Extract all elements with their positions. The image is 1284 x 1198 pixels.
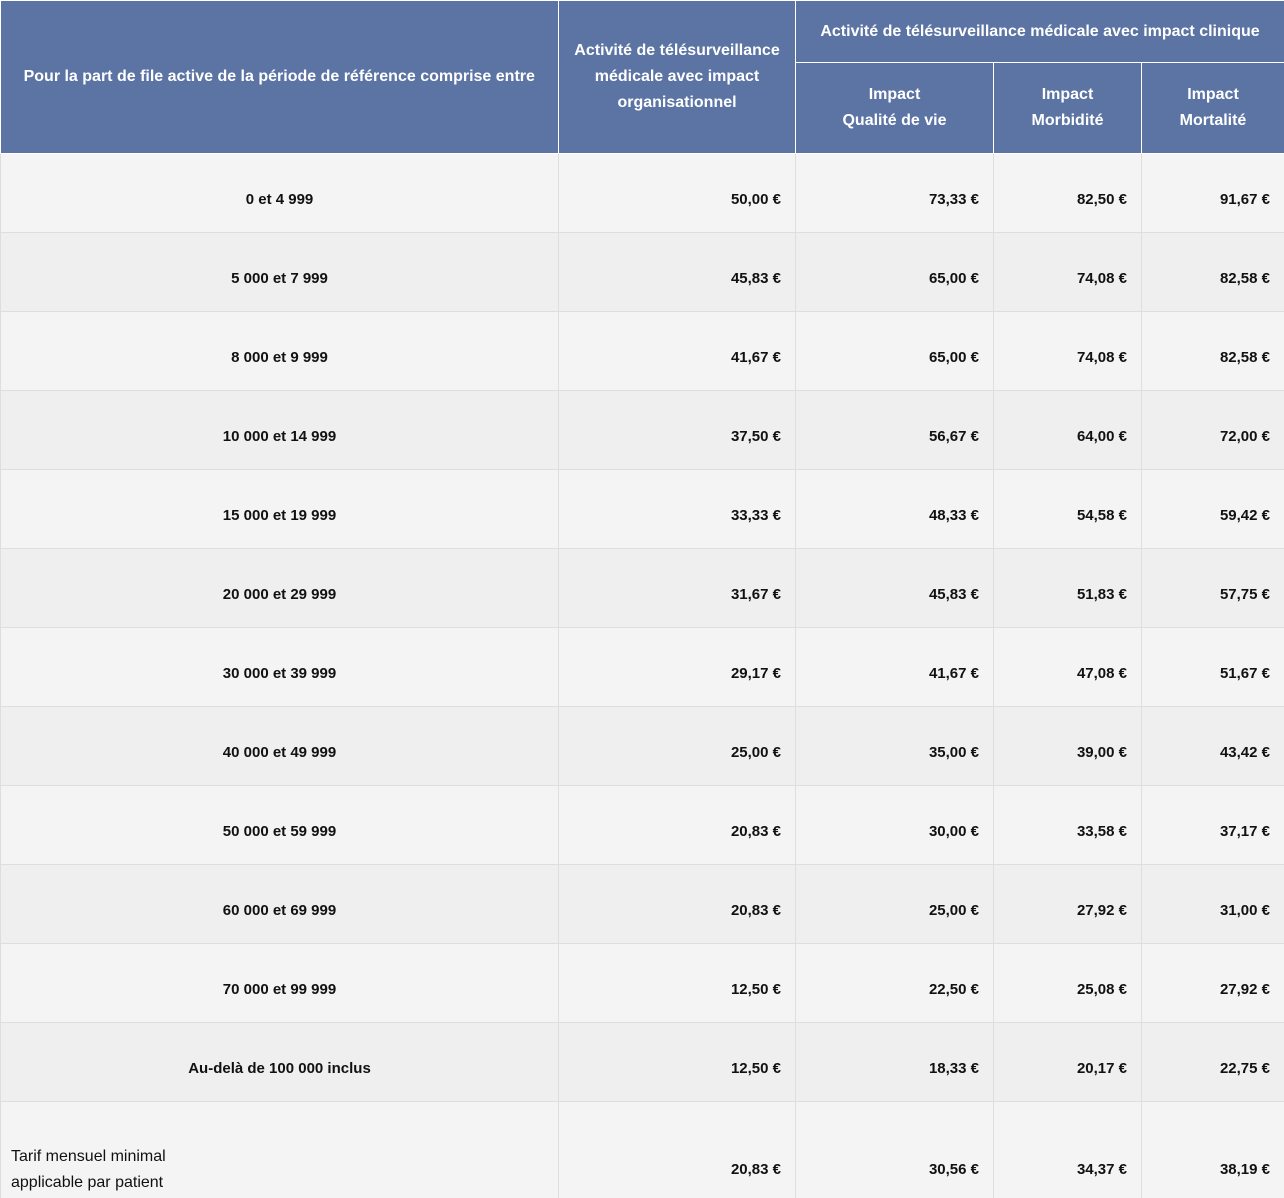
cell-qualite: 25,00 € (796, 865, 994, 944)
minimum-label: Tarif mensuel minimal applicable par patient (1, 1102, 559, 1198)
cell-organisationnel: 31,67 € (559, 549, 796, 628)
cell-mortalite: 27,92 € (1142, 944, 1284, 1023)
cell-morbidite: 34,37 € (994, 1102, 1142, 1198)
table-row (1, 628, 1284, 707)
cell-mortalite: 43,42 € (1142, 707, 1284, 786)
cell-qualite: 73,33 € (796, 154, 994, 233)
cell-morbidite: 82,50 € (994, 154, 1142, 233)
table-row (1, 233, 1284, 312)
table-row (1, 865, 1284, 944)
cell-organisationnel: 12,50 € (559, 944, 796, 1023)
cell-range: 70 000 et 99 999 (1, 944, 559, 1023)
cell-morbidite: 27,92 € (994, 865, 1142, 944)
table-row (1, 707, 1284, 786)
header-group-clinique: Activité de télésurveillance médicale avec impact clinique (796, 1, 1284, 63)
cell-qualite: 48,33 € (796, 470, 994, 549)
cell-mortalite: 51,67 € (1142, 628, 1284, 707)
cell-mortalite: 82,58 € (1142, 233, 1284, 312)
header-qualite: Impact Qualité de vie (796, 63, 994, 154)
cell-range: 10 000 et 14 999 (1, 391, 559, 470)
cell-range: 5 000 et 7 999 (1, 233, 559, 312)
cell-mortalite: 82,58 € (1142, 312, 1284, 391)
header-morbidite: Impact Morbidité (994, 63, 1142, 154)
cell-range: 30 000 et 39 999 (1, 628, 559, 707)
cell-mortalite: 31,00 € (1142, 865, 1284, 944)
table-row (1, 1023, 1284, 1102)
cell-organisationnel: 20,83 € (559, 786, 796, 865)
table-row (1, 549, 1284, 628)
cell-morbidite: 54,58 € (994, 470, 1142, 549)
cell-morbidite: 39,00 € (994, 707, 1142, 786)
table-row (1, 154, 1284, 233)
cell-range: 40 000 et 49 999 (1, 707, 559, 786)
cell-mortalite: 38,19 € (1142, 1102, 1284, 1198)
cell-mortalite: 57,75 € (1142, 549, 1284, 628)
cell-organisationnel: 37,50 € (559, 391, 796, 470)
cell-range: 8 000 et 9 999 (1, 312, 559, 391)
cell-organisationnel: 20,83 € (559, 1102, 796, 1198)
cell-mortalite: 22,75 € (1142, 1023, 1284, 1102)
cell-organisationnel: 33,33 € (559, 470, 796, 549)
cell-mortalite: 59,42 € (1142, 470, 1284, 549)
table-row (1, 944, 1284, 1023)
cell-morbidite: 74,08 € (994, 312, 1142, 391)
cell-organisationnel: 50,00 € (559, 154, 796, 233)
cell-range: 60 000 et 69 999 (1, 865, 559, 944)
cell-mortalite: 72,00 € (1142, 391, 1284, 470)
cell-morbidite: 51,83 € (994, 549, 1142, 628)
cell-mortalite: 91,67 € (1142, 154, 1284, 233)
cell-range: Au-delà de 100 000 inclus (1, 1023, 559, 1102)
cell-qualite: 41,67 € (796, 628, 994, 707)
cell-qualite: 65,00 € (796, 312, 994, 391)
header-mortalite: Impact Mortalité (1142, 63, 1284, 154)
cell-qualite: 65,00 € (796, 233, 994, 312)
minimum-row (1, 1102, 1284, 1198)
header-range: Pour la part de file active de la période de référence comprise entre (1, 1, 559, 154)
table-row (1, 391, 1284, 470)
table-row (1, 786, 1284, 865)
cell-organisationnel: 12,50 € (559, 1023, 796, 1102)
cell-organisationnel: 25,00 € (559, 707, 796, 786)
cell-qualite: 35,00 € (796, 707, 994, 786)
cell-organisationnel: 29,17 € (559, 628, 796, 707)
cell-range: 50 000 et 59 999 (1, 786, 559, 865)
cell-morbidite: 74,08 € (994, 233, 1142, 312)
cell-morbidite: 47,08 € (994, 628, 1142, 707)
cell-range: 20 000 et 29 999 (1, 549, 559, 628)
cell-qualite: 56,67 € (796, 391, 994, 470)
cell-qualite: 22,50 € (796, 944, 994, 1023)
cell-range: 15 000 et 19 999 (1, 470, 559, 549)
header-organisationnel: Activité de télésurveillance médicale avec impact organisationnel (559, 1, 796, 154)
cell-range: 0 et 4 999 (1, 154, 559, 233)
cell-morbidite: 64,00 € (994, 391, 1142, 470)
cell-morbidite: 25,08 € (994, 944, 1142, 1023)
cell-organisationnel: 20,83 € (559, 865, 796, 944)
cell-qualite: 45,83 € (796, 549, 994, 628)
cell-morbidite: 33,58 € (994, 786, 1142, 865)
cell-morbidite: 20,17 € (994, 1023, 1142, 1102)
table-row (1, 470, 1284, 549)
cell-qualite: 30,00 € (796, 786, 994, 865)
cell-mortalite: 37,17 € (1142, 786, 1284, 865)
cell-organisationnel: 41,67 € (559, 312, 796, 391)
table-row (1, 312, 1284, 391)
cell-qualite: 30,56 € (796, 1102, 994, 1198)
cell-qualite: 18,33 € (796, 1023, 994, 1102)
table-header (1, 1, 1284, 154)
cell-organisationnel: 45,83 € (559, 233, 796, 312)
table-body (1, 154, 1284, 1198)
